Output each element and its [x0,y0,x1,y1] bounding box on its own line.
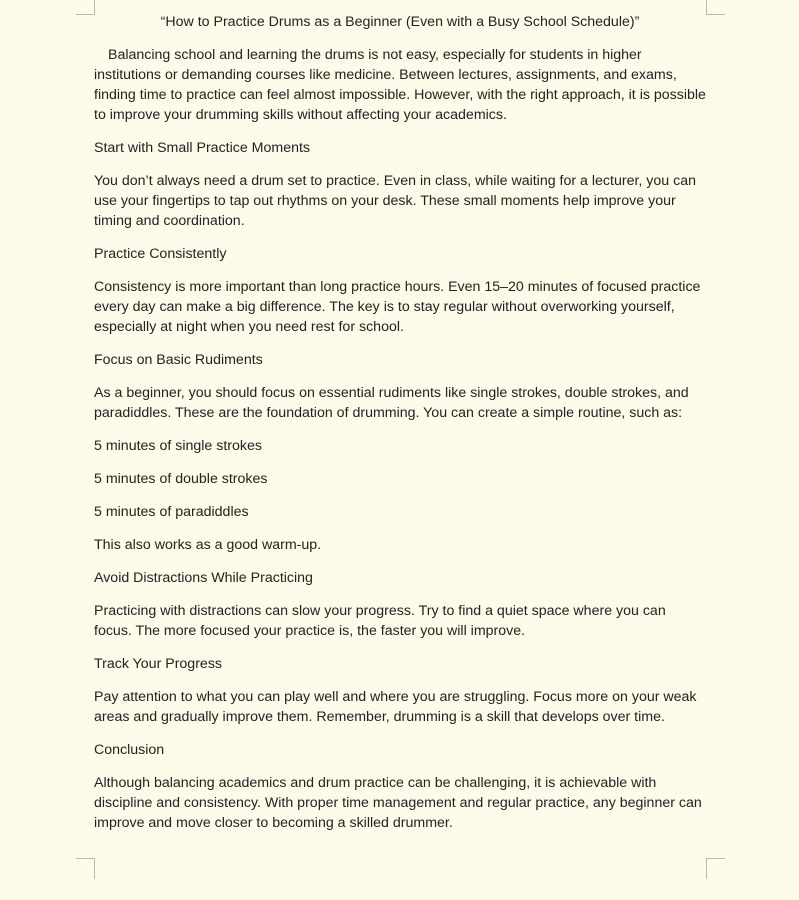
section-body-consistency: Consistency is more important than long practice hours. Even 15–20 minutes of focused practice every day can make a big difference. The key is to stay regular without overworking yourself, especially at night when you need rest for school. [94,279,701,335]
margin-corner-mark-bottom-right [706,858,725,879]
margin-corner-mark-top-right [706,0,725,15]
margin-corner-mark-bottom-left [76,858,95,879]
section-heading-distractions: Avoid Distractions While Practicing [94,570,313,586]
section-body-distractions: Practicing with distractions can slow your progress. Try to find a quiet space where you can focus. The more focused your practice is, the faster you will improve. [94,603,666,639]
section-body-progress: Pay attention to what you can play well and where you are struggling. Focus more on your weak areas and gradually improve them. Remember, drumming is a skill that develops over time. [94,689,697,725]
routine-item-double-strokes: 5 minutes of double strokes [94,471,268,487]
document-body[interactable] [94,12,706,846]
section-body-rudiments: As a beginner, you should focus on essential rudiments like single strokes, double strokes, and paradiddles. These are the foundation of drumming. You can create a simple routine, such as: [94,385,689,421]
section-heading-progress: Track Your Progress [94,656,223,672]
section-body-conclusion: Although balancing academics and drum practice can be challenging, it is achievable with discipline and consistency. With proper time management and regular practice, any beginner can improve and move closer to becoming a skilled drummer. [94,775,702,831]
section-body-small-practice: You don’t always need a drum set to practice. Even in class, while waiting for a lecturer, you can use your fingertips to tap out rhythms on your desk. These small moments help improve your timing and coordination. [94,173,696,229]
section-heading-consistency: Practice Consistently [94,246,227,262]
section-heading-small-practice: Start with Small Practice Moments [94,140,311,156]
document-title: “How to Practice Drums as a Beginner (Even with a Busy School Schedule)” [160,14,640,30]
routine-item-single-strokes: 5 minutes of single strokes [94,438,262,454]
section-heading-conclusion: Conclusion [94,742,165,758]
margin-corner-mark-top-left [76,0,95,15]
section-after-rudiments: This also works as a good warm-up. [94,537,322,553]
intro-paragraph: Balancing school and learning the drums is not easy, especially for students in higher institutions or demanding courses like medicine. Between lectures, assignments, and exams, finding time to practice can feel almost impossible. However, with the right approach, it is possible to improve your drumming skills without affecting your academics. [94,47,706,123]
section-heading-rudiments: Focus on Basic Rudiments [94,352,263,368]
routine-item-paradiddles: 5 minutes of paradiddles [94,504,249,520]
